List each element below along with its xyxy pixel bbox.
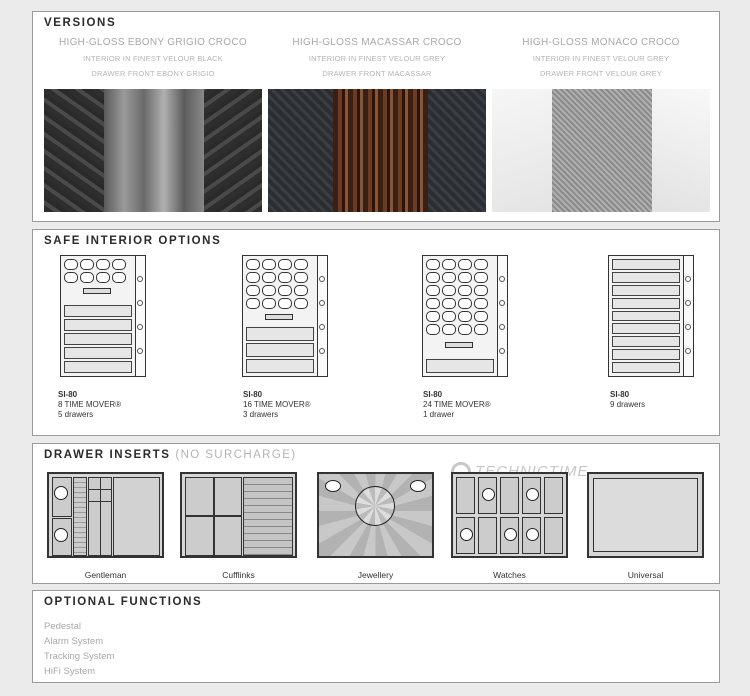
- safe-movers: 24 TIME MOVER®: [423, 400, 491, 409]
- version-name: HIGH-GLOSS MONACO CROCO: [522, 37, 680, 48]
- safe-interior-title: SAFE INTERIOR OPTIONS: [44, 235, 222, 247]
- safe-label-24: [423, 390, 491, 420]
- drawer-inserts-title: [44, 449, 297, 461]
- safe-movers: 8 TIME MOVER®: [58, 400, 122, 409]
- insert-cufflinks: [180, 472, 297, 560]
- version-drawer: DRAWER FRONT EBONY GRIGIO: [91, 69, 215, 78]
- swatch-monaco-image: [492, 89, 710, 212]
- safe-model: SI-80: [58, 390, 78, 399]
- insert-label: Jewellery: [357, 570, 394, 580]
- swatch-macassar-image: [268, 89, 486, 212]
- safe-diagram-16: [242, 255, 326, 379]
- optional-functions-panel: [32, 590, 720, 683]
- version-interior: INTERIOR IN FINEST VELOUR GREY: [532, 54, 670, 63]
- safe-label-8: [58, 390, 121, 420]
- version-interior: INTERIOR IN FINEST VELOUR BLACK: [83, 54, 223, 63]
- list-item: Tracking System: [44, 651, 115, 662]
- drawer-inserts-note: (NO SURCHARGE): [175, 449, 297, 461]
- versions-panel: [32, 11, 720, 222]
- list-item: HiFi System: [44, 666, 96, 677]
- safe-drawers: 1 drawer: [423, 410, 455, 419]
- swatch-ebony-image: [44, 89, 262, 212]
- safe-label-16: [243, 390, 311, 420]
- version-name: HIGH-GLOSS EBONY GRIGIO CROCO: [59, 37, 247, 48]
- insert-jewellery: [317, 472, 434, 560]
- drawer-inserts-panel: [32, 443, 720, 584]
- insert-watches: [451, 472, 568, 560]
- version-macassar: [268, 37, 486, 78]
- safe-drawers: 3 drawers: [243, 410, 279, 419]
- safe-label-9: [610, 390, 645, 410]
- insert-label: Watches: [493, 570, 526, 580]
- insert-label: Gentleman: [84, 570, 127, 580]
- drawer-inserts-title-text: DRAWER INSERTS: [44, 449, 171, 461]
- safe-model: SI-80: [610, 390, 630, 399]
- optional-list: [44, 619, 114, 679]
- insert-label: Universal: [627, 570, 664, 580]
- insert-gentleman: [47, 472, 164, 560]
- safe-drawers: 9 drawers: [610, 400, 646, 409]
- version-drawer: DRAWER FRONT MACASSAR: [322, 69, 432, 78]
- version-monaco: [492, 37, 710, 78]
- safe-model: SI-80: [243, 390, 263, 399]
- safe-diagram-24: [422, 255, 506, 379]
- safe-model: SI-80: [423, 390, 443, 399]
- insert-label: Cufflinks: [222, 570, 255, 580]
- version-interior: INTERIOR IN FINEST VELOUR GREY: [308, 54, 446, 63]
- safe-diagram-8: [60, 255, 144, 379]
- list-item: Alarm System: [44, 636, 104, 647]
- version-ebony: [44, 37, 262, 78]
- version-name: HIGH-GLOSS MACASSAR CROCO: [292, 37, 462, 48]
- safe-movers: 16 TIME MOVER®: [243, 400, 311, 409]
- safe-drawers: 5 drawers: [58, 410, 94, 419]
- list-item: Pedestal: [44, 621, 81, 632]
- versions-title: VERSIONS: [44, 17, 117, 29]
- safe-interior-panel: [32, 229, 720, 436]
- safe-diagram-9-drawers: [608, 255, 692, 379]
- version-drawer: DRAWER FRONT VELOUR GREY: [540, 69, 662, 78]
- optional-functions-title: OPTIONAL FUNCTIONS: [44, 596, 203, 608]
- insert-universal: [587, 472, 704, 560]
